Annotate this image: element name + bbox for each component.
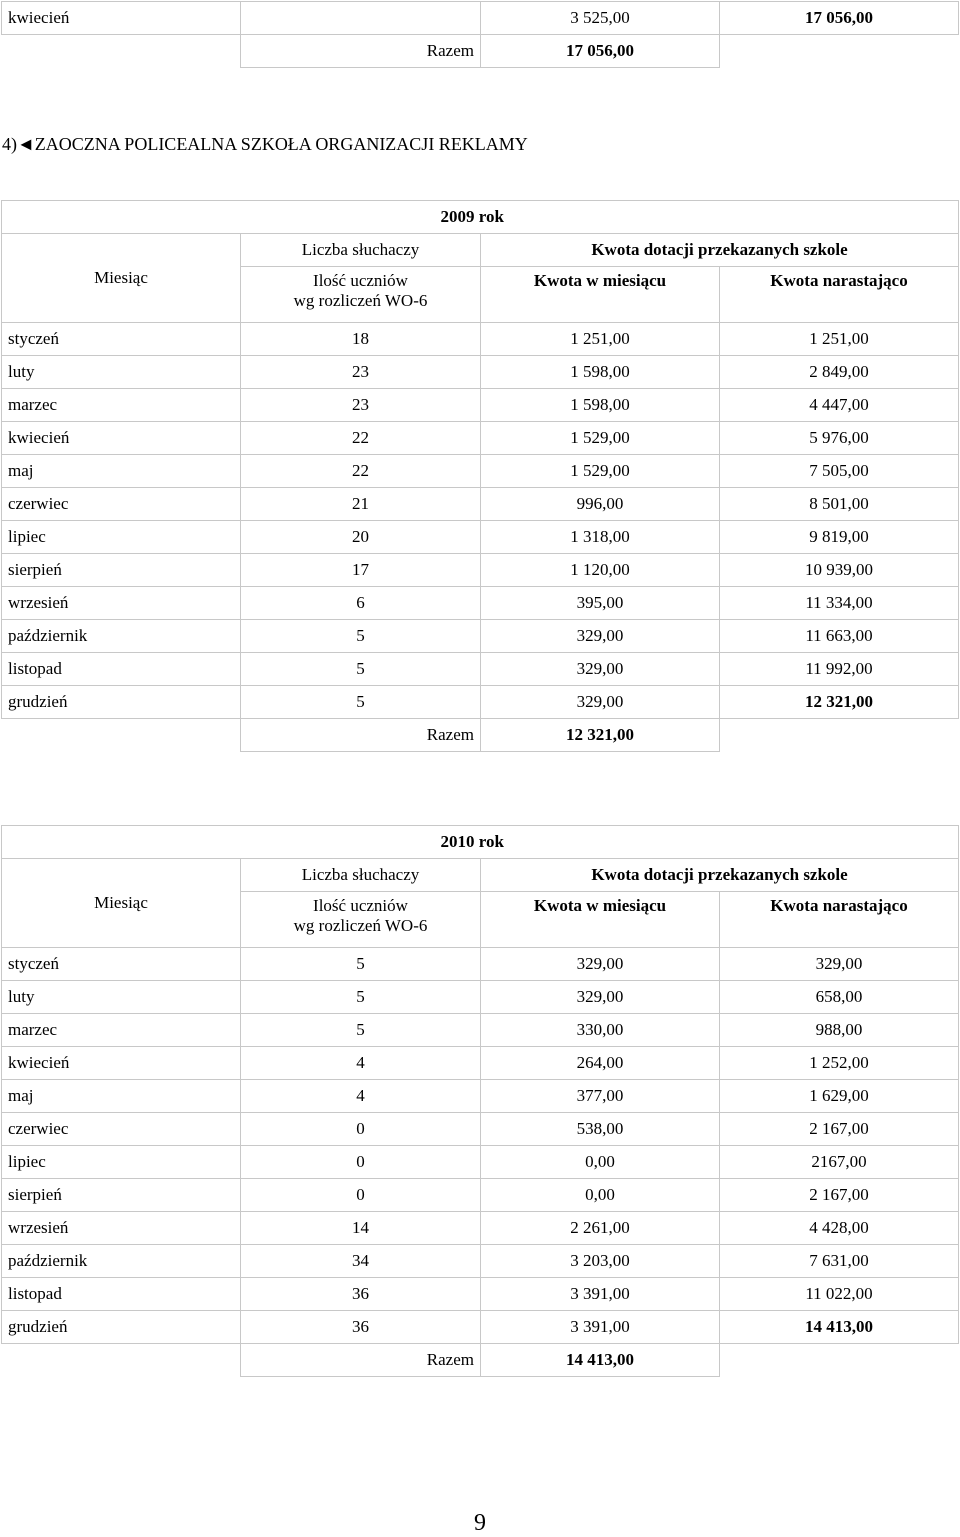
month-cell: lipiec — [2, 521, 241, 554]
cumulative-cell: 5 976,00 — [720, 422, 959, 455]
month-cell: marzec — [2, 389, 241, 422]
amount-cell: 3 391,00 — [481, 1278, 720, 1311]
amount-cell: 1 529,00 — [481, 422, 720, 455]
amount-cell: 330,00 — [481, 1014, 720, 1047]
cumulative-cell: 7 631,00 — [720, 1245, 959, 1278]
table-row — [2, 1047, 959, 1080]
table-row — [2, 948, 959, 981]
month-cell: czerwiec — [2, 488, 241, 521]
cumulative-cell: 4 428,00 — [720, 1212, 959, 1245]
amount-cell: 329,00 — [481, 981, 720, 1014]
amount-cell: 1 120,00 — [481, 554, 720, 587]
cumulative-cell: 1 251,00 — [720, 323, 959, 356]
month-cell: październik — [2, 620, 241, 653]
amount-cell: 395,00 — [481, 587, 720, 620]
total-row — [2, 35, 959, 68]
month-cell: lipiec — [2, 1146, 241, 1179]
month-cell: sierpień — [2, 554, 241, 587]
cumulative-cell: 2 849,00 — [720, 356, 959, 389]
previous-table-tail — [1, 1, 959, 68]
cumulative-cell: 11 663,00 — [720, 620, 959, 653]
students-cell: 36 — [241, 1311, 481, 1344]
cumulative-cell: 1 252,00 — [720, 1047, 959, 1080]
month-header: Miesiąc — [2, 859, 241, 948]
table-row — [2, 1080, 959, 1113]
table-row — [2, 323, 959, 356]
students-cell: 34 — [241, 1245, 481, 1278]
month-cell: grudzień — [2, 686, 241, 719]
month-cell: październik — [2, 1245, 241, 1278]
table-row — [2, 686, 959, 719]
students-cell: 23 — [241, 389, 481, 422]
cumulative-cell: 2 167,00 — [720, 1179, 959, 1212]
table-row — [2, 1245, 959, 1278]
amount-cell: 329,00 — [481, 620, 720, 653]
amount-cell: 329,00 — [481, 653, 720, 686]
month-cell: kwiecień — [2, 1047, 241, 1080]
cumulative-header: Kwota narastająco — [720, 892, 959, 948]
students-cell: 0 — [241, 1113, 481, 1146]
month-cell: maj — [2, 1080, 241, 1113]
cumulative-header: Kwota narastająco — [720, 267, 959, 323]
page-number: 9 — [474, 1510, 486, 1536]
students-cell: 4 — [241, 1047, 481, 1080]
amount-cell: 1 529,00 — [481, 455, 720, 488]
table-row — [2, 1311, 959, 1344]
table-row — [2, 587, 959, 620]
amount-cell: 377,00 — [481, 1080, 720, 1113]
cumulative-cell: 988,00 — [720, 1014, 959, 1047]
cumulative-cell: 10 939,00 — [720, 554, 959, 587]
amount-cell: 3 203,00 — [481, 1245, 720, 1278]
total-row — [2, 719, 959, 752]
cumulative-cell: 12 321,00 — [720, 686, 959, 719]
cumulative-cell: 1 629,00 — [720, 1080, 959, 1113]
month-cell: kwiecień — [2, 2, 241, 35]
total-row — [2, 1344, 959, 1377]
table-row — [2, 1113, 959, 1146]
section-title: 4)◄ZAOCZNA POLICEALNA SZKOŁA ORGANIZACJI REKLAMY — [2, 134, 528, 154]
students-cell: 22 — [241, 422, 481, 455]
month-cell: styczeń — [2, 948, 241, 981]
subsidy-group-header: Kwota dotacji przekazanych szkole — [481, 859, 959, 892]
total-label: Razem — [241, 719, 481, 752]
monthly-header: Kwota w miesiącu — [481, 892, 720, 948]
table-row — [2, 1179, 959, 1212]
month-cell: wrzesień — [2, 1212, 241, 1245]
students-cell: 5 — [241, 653, 481, 686]
total-label: Razem — [241, 35, 481, 68]
students-cell: 22 — [241, 455, 481, 488]
table-row — [2, 455, 959, 488]
amount-cell: 264,00 — [481, 1047, 720, 1080]
total-label: Razem — [241, 1344, 481, 1377]
cumulative-cell: 11 334,00 — [720, 587, 959, 620]
cumulative-cell: 329,00 — [720, 948, 959, 981]
month-cell: wrzesień — [2, 587, 241, 620]
amount-cell: 0,00 — [481, 1179, 720, 1212]
students-cell: 4 — [241, 1080, 481, 1113]
month-cell: marzec — [2, 1014, 241, 1047]
cumulative-cell: 658,00 — [720, 981, 959, 1014]
students-group-header: Liczba słuchaczy — [241, 859, 481, 892]
table-2010 — [1, 825, 959, 1377]
students-header: Ilość uczniów wg rozliczeń WO-6 — [241, 267, 481, 323]
table-row — [2, 1278, 959, 1311]
amount-cell: 329,00 — [481, 686, 720, 719]
cumulative-cell: 4 447,00 — [720, 389, 959, 422]
monthly-header: Kwota w miesiącu — [481, 267, 720, 323]
cumulative-cell: 17 056,00 — [720, 2, 959, 35]
amount-cell: 1 598,00 — [481, 389, 720, 422]
amount-cell: 1 598,00 — [481, 356, 720, 389]
table-row — [2, 389, 959, 422]
students-cell: 5 — [241, 1014, 481, 1047]
students-cell: 20 — [241, 521, 481, 554]
amount-cell: 1 318,00 — [481, 521, 720, 554]
students-cell: 5 — [241, 620, 481, 653]
subsidy-group-header: Kwota dotacji przekazanych szkole — [481, 234, 959, 267]
month-cell: grudzień — [2, 1311, 241, 1344]
year-label: 2009 rok — [440, 207, 504, 226]
table-row — [2, 521, 959, 554]
students-header: Ilość uczniów wg rozliczeń WO-6 — [241, 892, 481, 948]
students-cell: 0 — [241, 1179, 481, 1212]
students-cell: 5 — [241, 981, 481, 1014]
cumulative-cell: 7 505,00 — [720, 455, 959, 488]
month-cell: luty — [2, 981, 241, 1014]
cumulative-cell: 14 413,00 — [720, 1311, 959, 1344]
total-value: 17 056,00 — [481, 35, 720, 68]
students-cell: 5 — [241, 686, 481, 719]
table-row — [2, 2, 959, 35]
amount-cell: 329,00 — [481, 948, 720, 981]
amount-cell: 0,00 — [481, 1146, 720, 1179]
students-cell: 17 — [241, 554, 481, 587]
total-value: 14 413,00 — [481, 1344, 720, 1377]
table-row — [2, 653, 959, 686]
cumulative-cell: 9 819,00 — [720, 521, 959, 554]
empty-cell — [241, 2, 481, 35]
amount-cell: 1 251,00 — [481, 323, 720, 356]
table-row — [2, 488, 959, 521]
amount-cell: 3 525,00 — [481, 2, 720, 35]
table-row — [2, 620, 959, 653]
month-cell: kwiecień — [2, 422, 241, 455]
table-row — [2, 1014, 959, 1047]
month-cell: luty — [2, 356, 241, 389]
month-cell: styczeń — [2, 323, 241, 356]
cumulative-cell: 8 501,00 — [720, 488, 959, 521]
cumulative-cell: 11 022,00 — [720, 1278, 959, 1311]
cumulative-cell: 11 992,00 — [720, 653, 959, 686]
students-cell: 18 — [241, 323, 481, 356]
students-cell: 5 — [241, 948, 481, 981]
cumulative-cell: 2 167,00 — [720, 1113, 959, 1146]
table-row — [2, 981, 959, 1014]
month-header: Miesiąc — [2, 234, 241, 323]
students-group-header: Liczba słuchaczy — [241, 234, 481, 267]
month-cell: listopad — [2, 1278, 241, 1311]
month-cell: czerwiec — [2, 1113, 241, 1146]
month-cell: maj — [2, 455, 241, 488]
amount-cell: 3 391,00 — [481, 1311, 720, 1344]
students-cell: 0 — [241, 1146, 481, 1179]
month-cell: listopad — [2, 653, 241, 686]
table-2009 — [1, 200, 959, 752]
year-label: 2010 rok — [440, 832, 504, 851]
students-cell: 23 — [241, 356, 481, 389]
students-cell: 36 — [241, 1278, 481, 1311]
students-cell: 14 — [241, 1212, 481, 1245]
amount-cell: 2 261,00 — [481, 1212, 720, 1245]
cumulative-cell: 2167,00 — [720, 1146, 959, 1179]
students-cell: 21 — [241, 488, 481, 521]
students-cell: 6 — [241, 587, 481, 620]
total-value: 12 321,00 — [481, 719, 720, 752]
table-row — [2, 554, 959, 587]
month-cell: sierpień — [2, 1179, 241, 1212]
amount-cell: 996,00 — [481, 488, 720, 521]
table-row — [2, 1146, 959, 1179]
table-row — [2, 422, 959, 455]
table-row — [2, 1212, 959, 1245]
amount-cell: 538,00 — [481, 1113, 720, 1146]
table-row — [2, 356, 959, 389]
